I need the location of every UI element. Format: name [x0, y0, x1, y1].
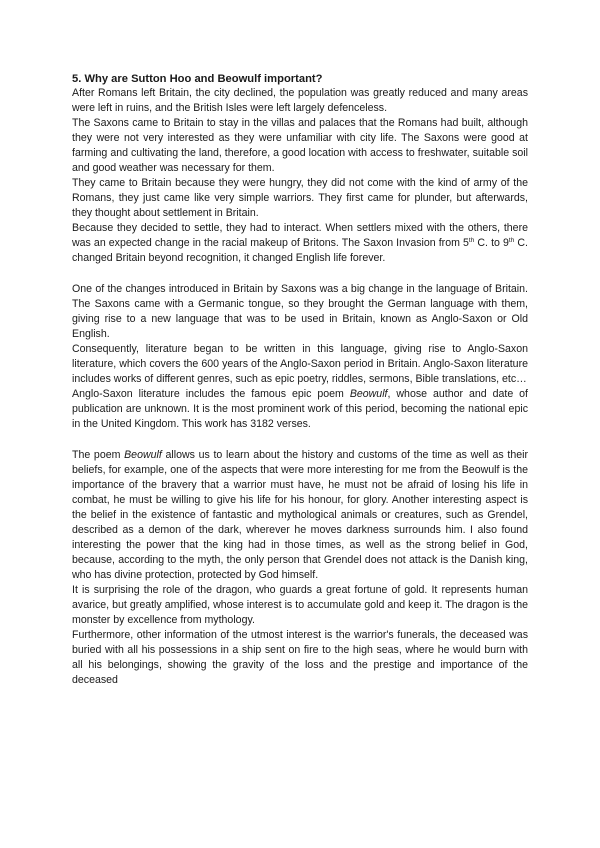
paragraph-poem-beliefs	[72, 448, 528, 583]
paragraph-literature: Consequently, literature began to be written in this language, giving rise to Anglo-Saxon literature, which covers the 600 years of the Anglo-Saxon period in Britain. Anglo-Saxon literature includes works of different genres, such as epic poetry, riddles, sermons, Bible translations, etc…	[72, 343, 528, 385]
section-heading: 5. Why are Sutton Hoo and Beowulf important?	[72, 73, 323, 85]
paragraph-settle-text-3: C. changed Britain beyond recognition, it changed English life forever.	[72, 237, 528, 264]
paragraph-funerals: Furthermore, other information of the utmost interest is the warrior's funerals, the deceased was buried with all his possessions in a ship sent on fire to the high seas, where he would burn with all his belongings, showing the gravity of the loss and the prestige and importance of the deceased	[72, 629, 528, 686]
paragraph-settle	[72, 221, 528, 266]
paragraph-poem-beliefs-text-1: The poem	[72, 449, 125, 461]
beowulf-title: Beowulf	[349, 388, 388, 400]
paragraph-romans-left: After Romans left Britain, the city declined, the population was greatly reduced and many areas were left in ruins, and the British Isles were left largely defenceless.	[72, 87, 528, 114]
superscript-th-2: th	[508, 237, 515, 244]
paragraph-settle-text-1: Because they decided to settle, they had to interact. When settlers mixed with the others, there was an expected change in the racial makeup of Britons. The Saxon Invasion from 5	[72, 222, 528, 249]
paragraph-beowulf-epic-text-2: , whose author and date of publication are unknown. It is the most prominent work of this period, becoming the national epic in the United Kingdom. This work has 3182 verses.	[72, 388, 529, 430]
paragraph-gap	[72, 432, 528, 448]
paragraph-settle-text-2: C. to 9	[474, 237, 509, 249]
superscript-th-1: th	[468, 237, 475, 244]
paragraph-language-change: One of the changes introduced in Britain by Saxons was a big change in the language of Britain. The Saxons came with a Germanic tongue, so they brought the German language with them, giving rise to a new language that was to be used in Britain, known as Anglo-Saxon or Old English.	[72, 283, 528, 340]
paragraph-saxons-came: The Saxons came to Britain to stay in the villas and palaces that the Romans had built, although they were not very interested as they were unfamiliar with city life. The Saxons were good at farming and cultivating the land, therefore, a good location with access to freshwater, suitable soil and good weather was necessary for them.	[72, 117, 528, 174]
paragraph-beowulf-epic	[72, 387, 528, 432]
paragraph-dragon: It is surprising the role of the dragon, who guards a great fortune of gold. It represents human avarice, but greatly amplified, whose interest is to accumulate gold and keep it. The dragon is the monster by excellence from mythology.	[72, 584, 528, 626]
paragraph-came-hungry: They came to Britain because they were hungry, they did not come with the kind of army of the Romans, they just came like very simple warriors. They first came for plunder, but afterwards, they thought about settlement in Britain.	[72, 177, 528, 219]
paragraph-gap	[72, 266, 528, 282]
paragraph-poem-beliefs-text-2: allows us to learn about the history and customs of the time as well as their beliefs, for example, one of the aspects that were more interesting for me from the Beowulf is the importance of the bravery that a warrior must have, he must not be afraid of losing his life in combat, he must be willing to give his life for his honour, for glory. Another interesting aspect is the belief in the existence of fantastic and mythological animals or creatures, such as Grendel, described as a demon of the dark, wherever he moves darkness surrounds him. I also found interesting the power that the king had in those times, as well as the strong belief in God, because, according to the myth, the only person that Grendel does not attack is the Danish king, who has divine protection, protected by God himself.	[72, 449, 528, 581]
beowulf-title: Beowulf	[124, 449, 162, 461]
paragraph-beowulf-epic-text-1: Anglo-Saxon literature includes the famous epic poem	[72, 388, 350, 400]
